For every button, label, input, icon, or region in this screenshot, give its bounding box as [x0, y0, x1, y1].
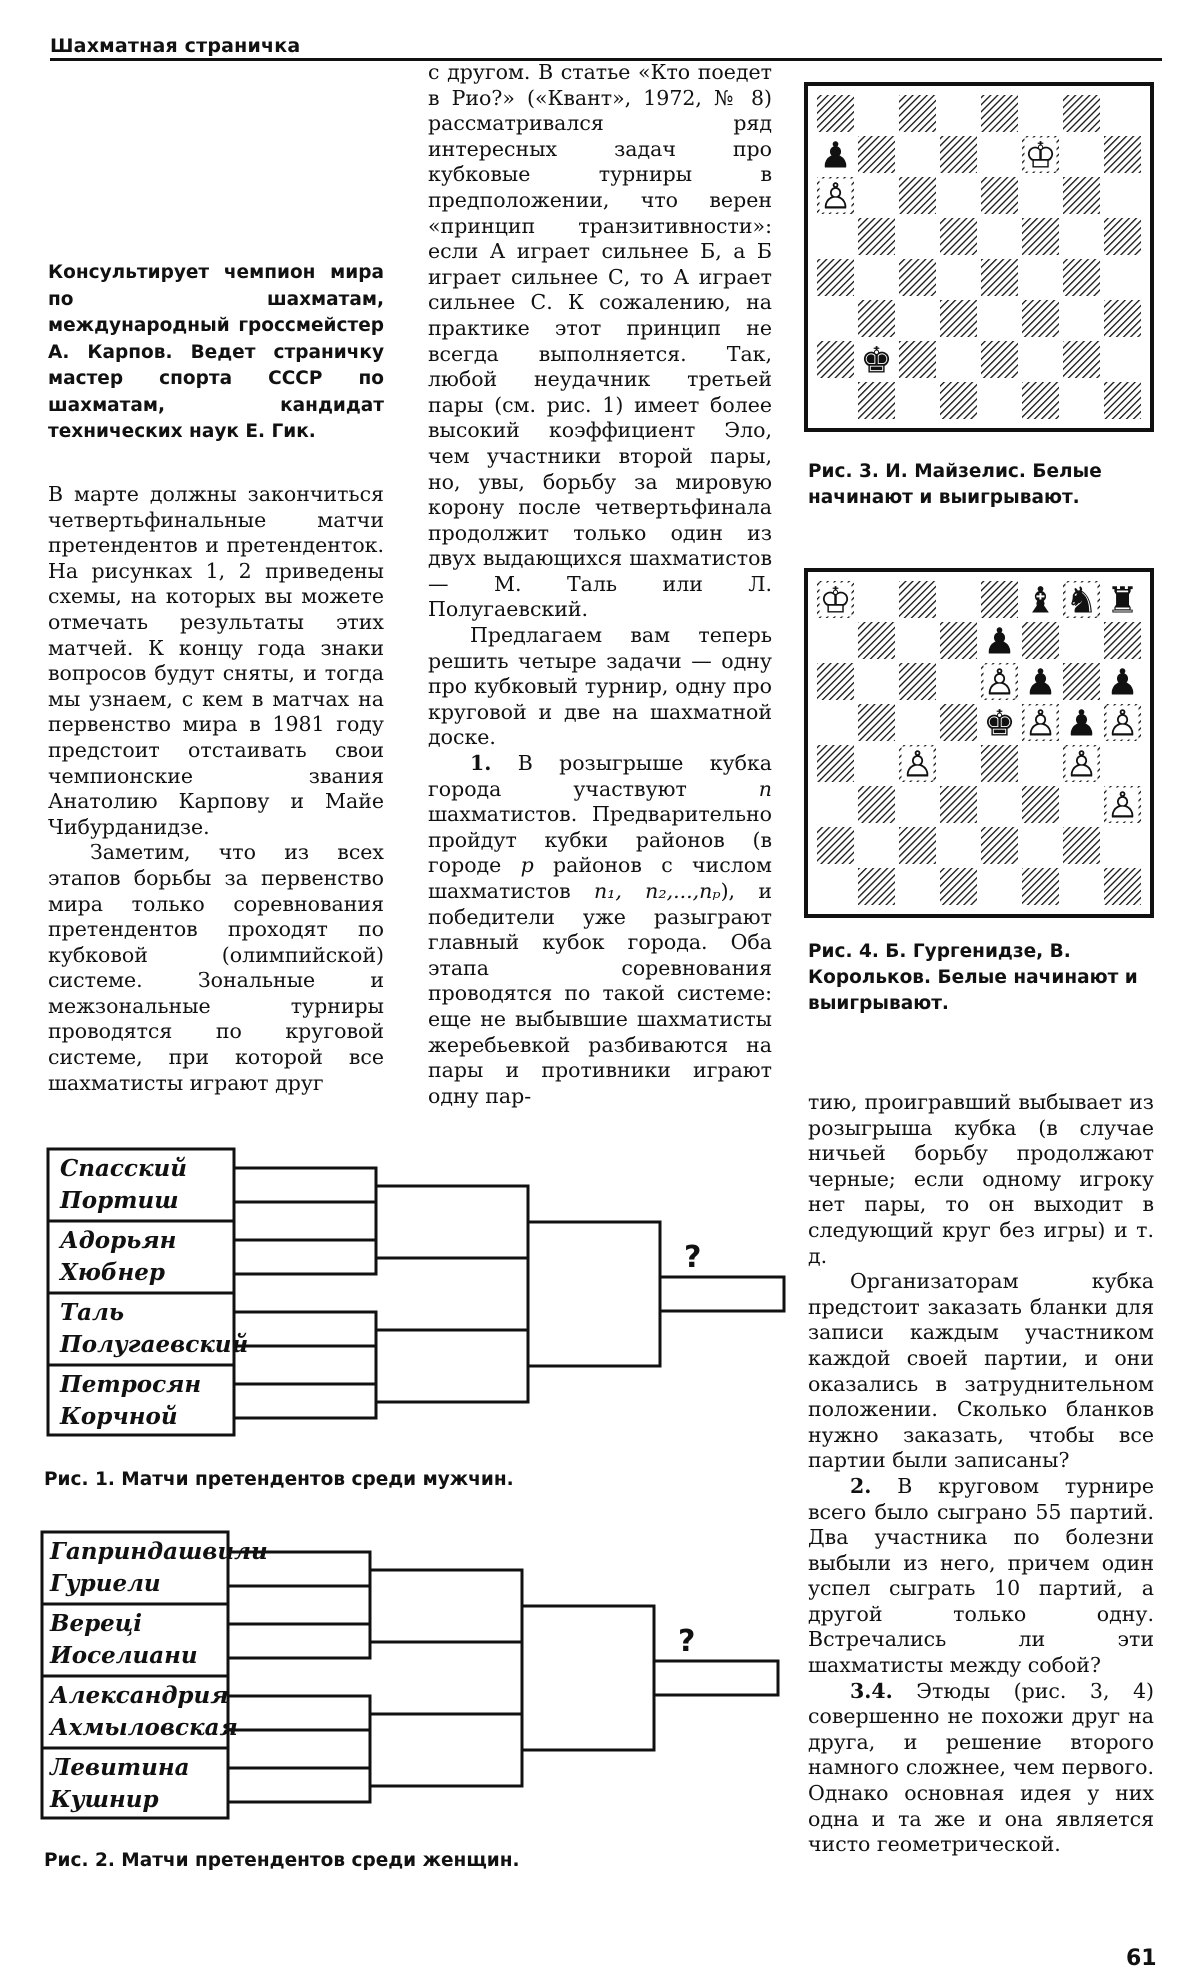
player-name: Левитина — [50, 1754, 190, 1781]
chess-piece-black-h8: ♜ — [1106, 580, 1139, 622]
dark-square — [1104, 622, 1141, 659]
column-1 — [48, 482, 384, 1096]
dark-square — [858, 622, 895, 659]
problem-2-number: 2. — [850, 1473, 872, 1498]
player-name: Адорьян — [60, 1227, 177, 1254]
var-list: n₁, n₂,...,nₚ — [593, 879, 721, 903]
chess-piece-black-e5: ♚ — [983, 703, 1016, 745]
dark-square — [1104, 382, 1141, 419]
dark-square — [858, 704, 895, 741]
chess-piece-black-g5: ♟ — [1065, 703, 1098, 745]
col1-paragraph-2: Заметим, что из всех этапов борьбы за первенство мира только соревнования претендентов проходят по кубковой (олимпийской) системе. Зональные и межзональные турниры проводятся по круговой системе, при которой все шахматисты играют друг — [48, 840, 384, 1095]
col3-paragraph-3 — [808, 1474, 1154, 1679]
dark-square — [940, 300, 977, 337]
fig1-caption: Рис. 1. Матчи претендентов среди мужчин. — [44, 1469, 514, 1490]
player-name: Кушнир — [50, 1786, 159, 1813]
dark-square — [858, 300, 895, 337]
dark-square — [858, 868, 895, 905]
var-n: n — [758, 776, 772, 801]
col3-paragraph-1: тию, проигравший выбывает из розыгрыша кубка (в случае ничьей борьбу продолжают черные; если одному игроку нет пары, то он выходит в следующий круг без игры) и т. д. — [808, 1090, 1154, 1268]
dark-square — [940, 622, 977, 659]
dark-square — [981, 745, 1018, 782]
player-name: Портиш — [60, 1187, 179, 1214]
question-mark: ? — [684, 1240, 702, 1275]
board-fig3-svg — [808, 86, 1150, 428]
chess-piece-black-f6: ♟ — [1024, 662, 1057, 704]
chess-piece-white-c4: ♙ — [901, 744, 934, 786]
dark-square — [817, 259, 854, 296]
text-run: районов с числом шахматистов — [428, 853, 773, 903]
player-name: Полугаевский — [60, 1331, 249, 1358]
dark-square — [858, 786, 895, 823]
dark-square — [817, 827, 854, 864]
dark-square — [1063, 341, 1100, 378]
dark-square — [1063, 663, 1100, 700]
player-name: Гуриели — [50, 1570, 161, 1597]
col1-paragraph-1: В марте должны закончиться четвертьфинальные матчи претендентов и претенденток. На рисунках 1, 2 приведены схемы, на которых вы можете отмечать результаты этих матчей. К концу года знаки вопросов будут сняты, и тогда мы узнаем, с кем в матчах на первенство мира в 1981 году предстоит отстаивать свои чемпионские звания Анатолию Карпову и Майе Чибурданидзе. — [48, 482, 384, 839]
chess-board-fig3 — [804, 82, 1154, 432]
board-fig4-svg — [808, 572, 1150, 914]
dark-square — [899, 177, 936, 214]
chess-piece-white-a8: ♔ — [819, 580, 852, 622]
dark-square — [858, 218, 895, 255]
dark-square — [858, 382, 895, 419]
player-name: Таль — [60, 1299, 125, 1326]
bracket-fig1 — [46, 1146, 786, 1446]
chess-piece-black-a7: ♟ — [819, 135, 852, 177]
dark-square — [899, 95, 936, 132]
dark-square — [1022, 786, 1059, 823]
dark-square — [1104, 218, 1141, 255]
text-run: В круговом турнире всего было сыграно 55 партий. Два участника по болезни выбыли из него, причем один успел сыграть 10 партий, а другой только одну. Встречались ли эти шахматисты между собой? — [808, 1473, 1154, 1678]
chess-piece-white-h5: ♙ — [1106, 703, 1139, 745]
dark-square — [981, 259, 1018, 296]
dark-square — [1063, 177, 1100, 214]
dark-square — [1063, 827, 1100, 864]
question-mark: ? — [678, 1624, 696, 1659]
page-number: 61 — [1126, 1946, 1157, 1971]
dark-square — [1022, 622, 1059, 659]
text-run: В розыгрыше кубка города участвуют — [428, 751, 772, 801]
dark-square — [1063, 259, 1100, 296]
dark-square — [817, 95, 854, 132]
dark-square — [1022, 218, 1059, 255]
dark-square — [1104, 300, 1141, 337]
player-name: Гаприндашвили — [50, 1538, 268, 1565]
section-title: Шахматная страничка — [50, 35, 301, 57]
chess-piece-white-a6: ♙ — [819, 176, 852, 218]
dark-square — [899, 663, 936, 700]
bracket-fig2 — [40, 1530, 780, 1830]
running-header — [50, 36, 1162, 61]
dark-square — [981, 95, 1018, 132]
player-name: Спасский — [60, 1155, 187, 1182]
dark-square — [940, 786, 977, 823]
dark-square — [940, 382, 977, 419]
text-run: ), и победители уже разыграют главный кубок города. Оба этапа соревнования проводятся по такой системе: еще не выбывшие шахматисты жеребьевкой разбиваются на пары и противники играют одну пар- — [428, 879, 772, 1108]
dark-square — [1104, 868, 1141, 905]
player-name: Петросян — [60, 1371, 202, 1398]
dark-square — [899, 341, 936, 378]
dark-square — [1104, 136, 1141, 173]
dark-square — [817, 663, 854, 700]
chess-piece-black-f8: ♝ — [1024, 580, 1057, 622]
fig3-caption: Рис. 3. И. Майзелис. Белые начинают и выигрывают. — [808, 461, 1102, 508]
dark-square — [940, 136, 977, 173]
player-name: Александрия — [50, 1682, 229, 1709]
dark-square — [899, 259, 936, 296]
dark-square — [981, 827, 1018, 864]
col3-paragraph-4 — [808, 1679, 1154, 1858]
dark-square — [817, 745, 854, 782]
chess-board-fig4 — [804, 568, 1154, 918]
column-2 — [428, 60, 772, 1109]
chess-piece-black-g8: ♞ — [1065, 580, 1098, 622]
col2-paragraph-2: Предлагаем вам теперь решить четыре задачи — одну про кубковый турнир, одну про круговой и две на шахматной доске. — [428, 623, 772, 750]
chess-piece-black-e7: ♟ — [983, 621, 1016, 663]
bracket-fig2-svg — [40, 1530, 780, 1830]
dark-square — [1022, 382, 1059, 419]
player-name: Корчной — [60, 1403, 178, 1430]
player-name: Хюбнер — [60, 1259, 165, 1286]
dark-square — [981, 177, 1018, 214]
text-run: шахматистов. Предварительно пройдут кубки районов (в городе — [428, 802, 772, 878]
dark-square — [981, 581, 1018, 618]
problem-34-number: 3.4. — [850, 1678, 893, 1703]
player-name: Верецi — [50, 1610, 142, 1637]
bracket-fig1-svg — [46, 1146, 786, 1446]
dark-square — [899, 827, 936, 864]
player-name: Иоселиани — [50, 1642, 198, 1669]
dark-square — [940, 868, 977, 905]
chess-piece-white-f5: ♙ — [1024, 703, 1057, 745]
chess-piece-black-b2: ♚ — [860, 340, 893, 382]
dark-square — [940, 704, 977, 741]
dark-square — [817, 341, 854, 378]
dark-square — [1063, 95, 1100, 132]
chess-piece-white-g4: ♙ — [1065, 744, 1098, 786]
col2-paragraph-1: с другом. В статье «Кто поедет в Рио?» («Квант», 1972, № 8) рассматривался ряд интересных задач про кубковые турниры в предположении, что верен «принцип транзитивности»: если А играет сильнее Б, а Б играет сильнее С, то А играет сильнее С. К сожалению, на практике этот принцип не всегда выполняется. Так, любой неудачник третьей пары (см. рис. 1) имеет более высокий коэффициент Эло, чем участники второй пары, но, увы, борьбу за мировую корону после четвертьфинала продолжит только один из двух выдающихся шахматистов — М. Таль или Л. Полугаевский. — [428, 60, 772, 622]
chess-piece-black-h6: ♟ — [1106, 662, 1139, 704]
var-p: p — [520, 853, 534, 878]
col3-paragraph-2: Организаторам кубка предстоит заказать бланки для записи каждым участником каждой своей партии, и они оказались в затруднительном положении. Сколько бланков нужно заказать, чтобы все партии были записаны? — [808, 1269, 1154, 1473]
chess-piece-white-h3: ♙ — [1106, 785, 1139, 827]
dark-square — [858, 136, 895, 173]
col2-paragraph-3 — [428, 751, 772, 1109]
dark-square — [1022, 868, 1059, 905]
chess-piece-white-e6: ♙ — [983, 662, 1016, 704]
player-name: Ахмыловская — [50, 1714, 238, 1741]
problem-1-number: 1. — [470, 751, 492, 776]
column-3 — [808, 1090, 1154, 1858]
dark-square — [899, 581, 936, 618]
dark-square — [981, 341, 1018, 378]
dark-square — [940, 218, 977, 255]
chess-piece-white-f7: ♔ — [1024, 135, 1057, 177]
fig4-caption: Рис. 4. Б. Гургенидзе, В. Корольков. Белые начинают и выигрывают. — [808, 941, 1138, 1014]
fig2-caption: Рис. 2. Матчи претендентов среди женщин. — [44, 1850, 520, 1871]
dark-square — [1022, 300, 1059, 337]
intro-paragraph: Консультирует чемпион мира по шахматам, международный гроссмейстер А. Карпов. Ведет страничку мастер спорта СССР по шахматам, кандидат технических наук Е. Гик. — [48, 262, 384, 442]
text-run: Этюды (рис. 3, 4) совершенно не похожи друг на друга, и решение второго намного сложнее, чем первого. Однако основная идея у них одна и та же и она является чисто геометрической. — [808, 1678, 1154, 1857]
